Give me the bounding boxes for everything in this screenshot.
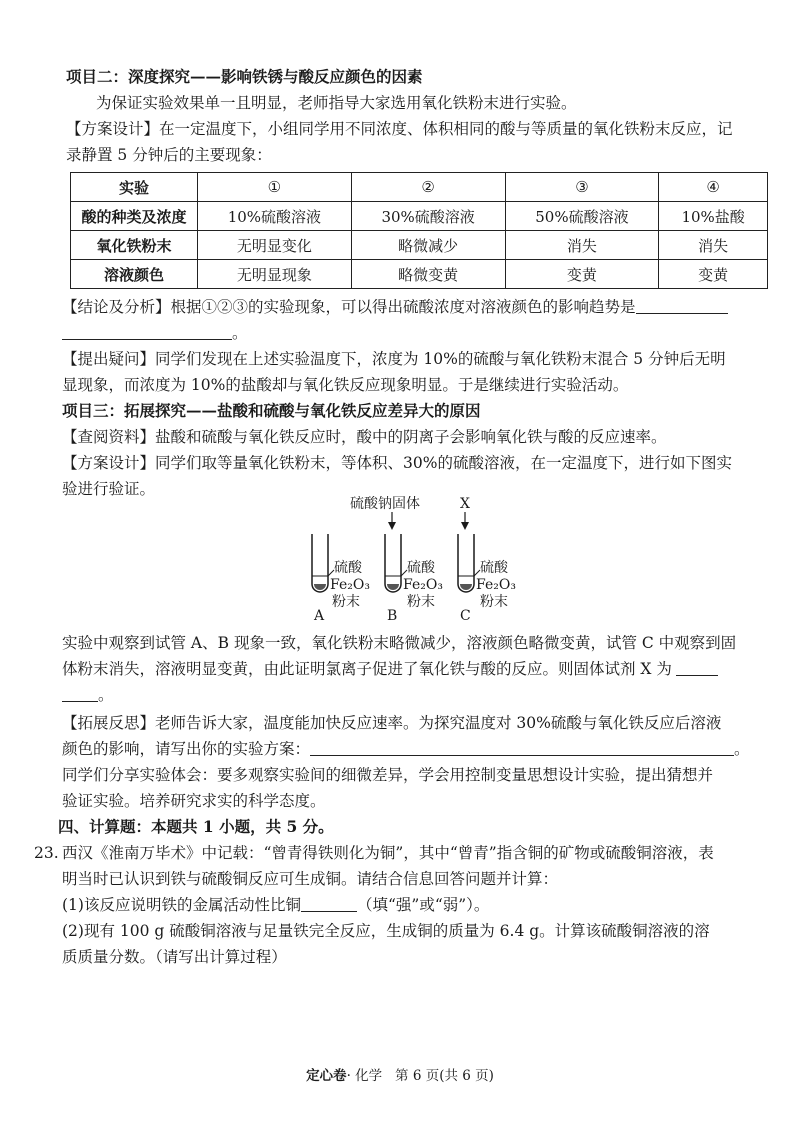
row-header: 氧化铁粉末 — [71, 231, 198, 260]
period: 。 — [734, 740, 750, 758]
table-cell: 消失 — [659, 231, 768, 260]
powder-label-a: 粉末 — [332, 594, 360, 610]
answer-blank[interactable] — [636, 297, 728, 314]
footer-subject: · 化学 — [346, 1068, 383, 1084]
question-line1: 【提出疑问】同学们发现在上述实验温度下，浓度为 10%的硫酸与氧化铁粉末混合 5 分钟后无明 — [62, 350, 726, 368]
row-header: 溶液颜色 — [71, 260, 198, 289]
oxide-label-c: Fe₂O₃ — [476, 577, 516, 593]
conclusion-line1 — [62, 296, 728, 318]
row-header: 酸的种类及浓度 — [71, 202, 198, 231]
table-cell: 无明显变化 — [198, 231, 352, 260]
table-row — [71, 202, 768, 231]
footer-page: 第 6 页(共 6 页) — [395, 1068, 494, 1084]
share-line1: 同学们分享实验体会：要多观察实验间的细微差异，学会用控制变量思想设计实验，提出猜想并 — [62, 766, 714, 784]
q23-sub2-line1: (2)现有 100 g 硫酸铜溶液与足量铁完全反应，生成铜的质量为 6.4 g。计算该硫酸铜溶液的溶 — [62, 922, 710, 940]
q23-sub1 — [62, 894, 489, 916]
table-cell: 略微减少 — [351, 231, 505, 260]
tube-label-c: C — [460, 608, 471, 622]
conclusion-line2 — [62, 322, 248, 344]
answer-blank[interactable] — [310, 739, 734, 756]
table-cell: 10%硫酸溶液 — [198, 202, 352, 231]
conclusion-text: 【结论及分析】根据①②③的实验现象，可以得出硫酸浓度对溶液颜色的影响趋势是 — [62, 298, 636, 316]
q23-line2: 明当时已认识到铁与硫酸铜反应可生成铜。请结合信息回答问题并计算： — [62, 870, 559, 888]
test-tube-c — [458, 534, 474, 592]
table-cell: ① — [198, 173, 352, 202]
period: 。 — [232, 324, 248, 342]
project2-design-line1: 【方案设计】在一定温度下，小组同学用不同浓度、体积相同的酸与等质量的氧化铁粉末反应，记 — [66, 120, 733, 138]
powder-label-b: 粉末 — [407, 594, 435, 610]
section4-title: 四、计算题：本题共 1 小题，共 5 分。 — [58, 817, 334, 836]
table-cell: 变黄 — [659, 260, 768, 289]
project2-design-line2: 录静置 5 分钟后的主要现象： — [66, 146, 272, 164]
oxide-label-a: Fe₂O₃ — [330, 577, 370, 593]
observation-line2 — [62, 658, 718, 680]
project3-design-line1: 【方案设计】同学们取等量氧化铁粉末，等体积、30%的硫酸溶液，在一定温度下，进行如下图实 — [62, 454, 732, 472]
table-row — [71, 231, 768, 260]
table-cell: ③ — [505, 173, 659, 202]
table-cell: 30%硫酸溶液 — [351, 202, 505, 231]
answer-blank[interactable] — [301, 895, 357, 912]
project2-intro: 为保证实验效果单一且明显，老师指导大家选用氧化铁粉末进行实验。 — [96, 94, 577, 112]
question-number: 23. — [34, 844, 59, 862]
powder-label-c: 粉末 — [480, 594, 508, 610]
share-line2: 验证实验。培养研究求实的科学态度。 — [62, 792, 326, 810]
oxide-label-b: Fe₂O₃ — [403, 577, 443, 593]
tube-label-a: A — [314, 608, 325, 622]
answer-blank[interactable] — [62, 685, 98, 702]
period: 。 — [98, 686, 114, 704]
footer-brand: 定心卷 — [306, 1068, 347, 1084]
reflection-line1: 【拓展反思】老师告诉大家，温度能加快反应速率。为探究温度对 30%硫酸与氧化铁反应后溶液 — [62, 714, 722, 732]
arrow-c-head — [461, 522, 469, 530]
sub1-text: (1)该反应说明铁的金属活动性比铜 — [62, 896, 301, 914]
table-cell: ② — [351, 173, 505, 202]
test-tube-apparatus — [290, 496, 530, 622]
answer-blank[interactable] — [676, 659, 718, 676]
observation-line3 — [62, 684, 114, 706]
table-row — [71, 260, 768, 289]
tube-label-b: B — [387, 608, 398, 622]
observation-text: 体粉末消失，溶液明显变黄，由此证明氯离子促进了氧化铁与酸的反应。则固体试剂 X 为 — [62, 660, 672, 678]
reflection-text: 颜色的影响，请写出你的实验方案： — [62, 740, 311, 758]
acid-label-c: 硫酸 — [480, 560, 508, 576]
table-cell: 50%硫酸溶液 — [505, 202, 659, 231]
acid-label-a: 硫酸 — [334, 560, 362, 576]
test-tube-a — [312, 534, 328, 592]
project3-design-line2: 验进行验证。 — [62, 480, 156, 498]
table-cell: 变黄 — [505, 260, 659, 289]
project3-title: 项目三：拓展探究——盐酸和硫酸与氧化铁反应差异大的原因 — [62, 401, 481, 420]
experiment-table — [70, 172, 768, 289]
table-cell: 无明显现象 — [198, 260, 352, 289]
add-label-c: X — [460, 496, 470, 512]
arrow-b-head — [388, 522, 396, 530]
test-tube-b — [385, 534, 401, 592]
acid-label-b: 硫酸 — [407, 560, 435, 576]
q23-sub2-line2: 质质量分数。（请写出计算过程） — [62, 948, 287, 966]
project3-info: 【查阅资料】盐酸和硫酸与氧化铁反应时，酸中的阴离子会影响氧化铁与酸的反应速率。 — [62, 428, 667, 446]
project2-title: 项目二：深度探究——影响铁锈与酸反应颜色的因素 — [66, 67, 423, 86]
sub1-hint: （填“强”或“弱”）。 — [356, 896, 490, 914]
row-header: 实验 — [71, 173, 198, 202]
answer-blank[interactable] — [62, 323, 232, 340]
table-cell: 消失 — [505, 231, 659, 260]
q23-line1: 西汉《淮南万毕术》中记载：“曾青得铁则化为铜”，其中“曾青”指含铜的矿物或硫酸铜溶液，表 — [62, 844, 714, 862]
table-row — [71, 173, 768, 202]
add-label-b: 硫酸钠固体 — [350, 496, 420, 512]
observation-line1: 实验中观察到试管 A、B 现象一致，氧化铁粉末略微减少，溶液颜色略微变黄，试管 C 中观察到固 — [62, 634, 737, 652]
table-cell: 略微变黄 — [351, 260, 505, 289]
table-cell: ④ — [659, 173, 768, 202]
table-cell: 10%盐酸 — [659, 202, 768, 231]
question-line2: 显现象，而浓度为 10%的盐酸却与氧化铁反应现象明显。于是继续进行实验活动。 — [62, 376, 629, 394]
reflection-line2 — [62, 738, 750, 760]
page-footer — [0, 1064, 800, 1084]
